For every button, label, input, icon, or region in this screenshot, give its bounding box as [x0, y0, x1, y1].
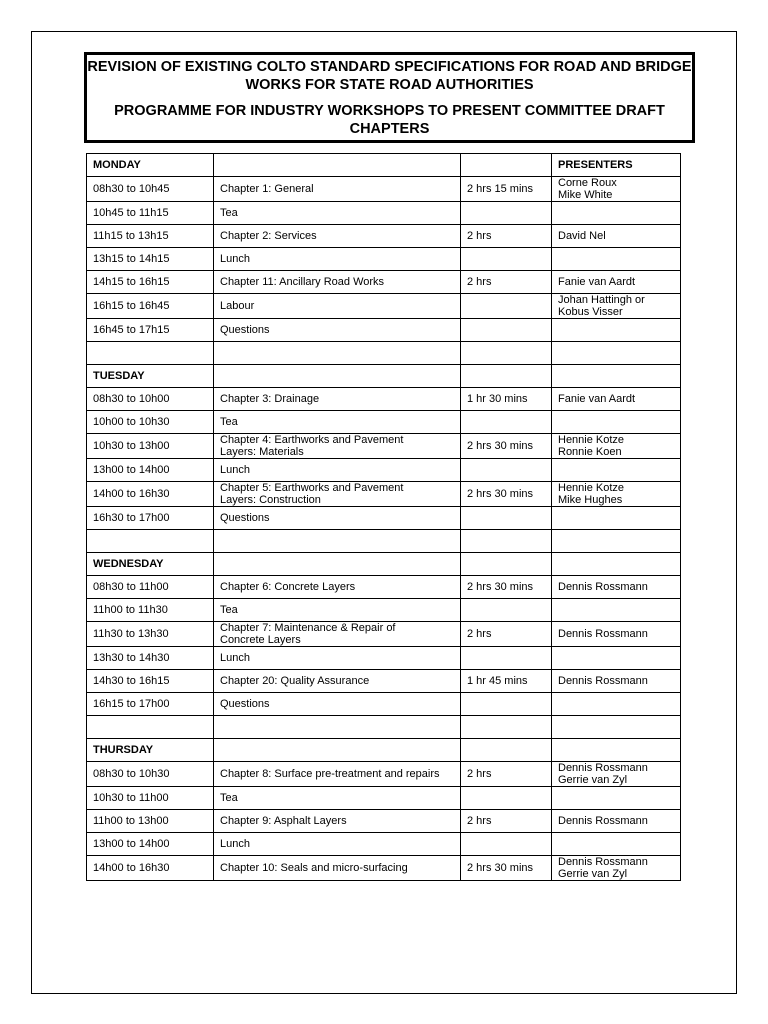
cell-time: 13h30 to 14h30 — [87, 647, 214, 670]
table-row — [87, 225, 681, 248]
cell-duration — [461, 693, 552, 716]
cell-duration: 2 hrs 30 mins — [461, 576, 552, 599]
cell-topic — [214, 342, 461, 365]
cell-time: 16h45 to 17h15 — [87, 319, 214, 342]
cell-presenters: Hennie Kotze Ronnie Koen — [552, 434, 681, 459]
spacer-row — [87, 716, 681, 739]
cell-duration — [461, 553, 552, 576]
cell-topic: Labour — [214, 294, 461, 319]
table-row — [87, 271, 681, 294]
cell-topic: Chapter 1: General — [214, 177, 461, 202]
cell-presenters — [552, 365, 681, 388]
table-row — [87, 202, 681, 225]
document-subtitle: PROGRAMME FOR INDUSTRY WORKSHOPS TO PRESENT COMMITTEE DRAFT CHAPTERS — [114, 103, 665, 137]
cell-time: 10h00 to 10h30 — [87, 411, 214, 434]
cell-duration — [461, 319, 552, 342]
cell-duration — [461, 647, 552, 670]
document-title: REVISION OF EXISTING COLTO STANDARD SPECIFICATIONS FOR ROAD AND BRIDGE WORKS FOR STATE ROAD AUTHORITIES — [87, 59, 692, 93]
cell-time: 16h30 to 17h00 — [87, 507, 214, 530]
cell-duration: 2 hrs — [461, 271, 552, 294]
cell-time: 11h00 to 13h00 — [87, 810, 214, 833]
cell-time: 08h30 to 11h00 — [87, 576, 214, 599]
table-row — [87, 411, 681, 434]
cell-duration — [461, 154, 552, 177]
cell-topic — [214, 716, 461, 739]
cell-time — [87, 716, 214, 739]
table-row — [87, 177, 681, 202]
title-box — [84, 52, 695, 143]
cell-time — [87, 530, 214, 553]
cell-presenters: PRESENTERS — [552, 154, 681, 177]
cell-duration — [461, 716, 552, 739]
table-row — [87, 434, 681, 459]
day-header-row — [87, 154, 681, 177]
cell-duration: 1 hr 45 mins — [461, 670, 552, 693]
cell-time: 10h45 to 11h15 — [87, 202, 214, 225]
cell-topic: Chapter 10: Seals and micro-surfacing — [214, 856, 461, 881]
cell-duration — [461, 599, 552, 622]
cell-presenters — [552, 202, 681, 225]
cell-time: 08h30 to 10h45 — [87, 177, 214, 202]
cell-topic — [214, 154, 461, 177]
table-row — [87, 482, 681, 507]
cell-topic: Lunch — [214, 459, 461, 482]
cell-duration — [461, 365, 552, 388]
cell-presenters: David Nel — [552, 225, 681, 248]
day-header-row — [87, 739, 681, 762]
cell-duration — [461, 459, 552, 482]
cell-topic: Lunch — [214, 248, 461, 271]
cell-duration — [461, 787, 552, 810]
cell-topic: Tea — [214, 202, 461, 225]
cell-topic: Chapter 3: Drainage — [214, 388, 461, 411]
cell-time: MONDAY — [87, 154, 214, 177]
cell-presenters — [552, 693, 681, 716]
table-row — [87, 670, 681, 693]
cell-presenters — [552, 553, 681, 576]
table-row — [87, 693, 681, 716]
cell-presenters: Hennie Kotze Mike Hughes — [552, 482, 681, 507]
cell-presenters — [552, 319, 681, 342]
day-header-row — [87, 365, 681, 388]
cell-duration — [461, 530, 552, 553]
schedule-table — [86, 153, 681, 881]
cell-presenters: Johan Hattingh or Kobus Visser — [552, 294, 681, 319]
cell-presenters — [552, 833, 681, 856]
cell-time: WEDNESDAY — [87, 553, 214, 576]
cell-topic: Tea — [214, 787, 461, 810]
cell-topic — [214, 530, 461, 553]
cell-presenters — [552, 530, 681, 553]
cell-time: 11h00 to 11h30 — [87, 599, 214, 622]
cell-presenters — [552, 787, 681, 810]
cell-topic: Chapter 20: Quality Assurance — [214, 670, 461, 693]
cell-topic: Questions — [214, 507, 461, 530]
cell-duration — [461, 739, 552, 762]
cell-duration: 2 hrs — [461, 762, 552, 787]
cell-time: 16h15 to 17h00 — [87, 693, 214, 716]
cell-time: 10h30 to 11h00 — [87, 787, 214, 810]
cell-presenters — [552, 411, 681, 434]
cell-presenters — [552, 459, 681, 482]
cell-duration — [461, 294, 552, 319]
cell-presenters — [552, 342, 681, 365]
table-row — [87, 248, 681, 271]
cell-topic: Chapter 6: Concrete Layers — [214, 576, 461, 599]
cell-duration: 2 hrs 30 mins — [461, 482, 552, 507]
table-row — [87, 810, 681, 833]
cell-topic: Chapter 8: Surface pre-treatment and repairs — [214, 762, 461, 787]
cell-duration: 2 hrs — [461, 810, 552, 833]
cell-presenters: Dennis Rossmann — [552, 576, 681, 599]
cell-duration — [461, 411, 552, 434]
cell-topic: Lunch — [214, 833, 461, 856]
table-row — [87, 294, 681, 319]
cell-time: 08h30 to 10h00 — [87, 388, 214, 411]
cell-time: 14h00 to 16h30 — [87, 482, 214, 507]
cell-topic — [214, 365, 461, 388]
cell-time: 13h15 to 14h15 — [87, 248, 214, 271]
cell-topic: Chapter 5: Earthworks and Pavement Layers: Construction — [214, 482, 461, 507]
cell-duration — [461, 202, 552, 225]
cell-presenters: Dennis Rossmann Gerrie van Zyl — [552, 856, 681, 881]
cell-presenters — [552, 739, 681, 762]
cell-presenters — [552, 716, 681, 739]
table-row — [87, 856, 681, 881]
cell-time: 14h30 to 16h15 — [87, 670, 214, 693]
cell-topic: Chapter 2: Services — [214, 225, 461, 248]
cell-duration: 2 hrs — [461, 225, 552, 248]
cell-presenters: Fanie van Aardt — [552, 271, 681, 294]
table-row — [87, 319, 681, 342]
cell-topic: Tea — [214, 411, 461, 434]
spacer-row — [87, 530, 681, 553]
cell-topic: Questions — [214, 319, 461, 342]
table-row — [87, 507, 681, 530]
table-row — [87, 833, 681, 856]
cell-duration — [461, 248, 552, 271]
cell-presenters — [552, 647, 681, 670]
cell-duration — [461, 342, 552, 365]
table-row — [87, 459, 681, 482]
cell-topic: Chapter 4: Earthworks and Pavement Layers: Materials — [214, 434, 461, 459]
cell-presenters — [552, 507, 681, 530]
cell-time: 14h15 to 16h15 — [87, 271, 214, 294]
cell-topic: Chapter 11: Ancillary Road Works — [214, 271, 461, 294]
cell-time: 10h30 to 13h00 — [87, 434, 214, 459]
table-row — [87, 599, 681, 622]
cell-presenters: Dennis Rossmann Gerrie van Zyl — [552, 762, 681, 787]
day-header-row — [87, 553, 681, 576]
cell-presenters: Corne Roux Mike White — [552, 177, 681, 202]
cell-time: 11h30 to 13h30 — [87, 622, 214, 647]
cell-presenters: Dennis Rossmann — [552, 670, 681, 693]
cell-time: 08h30 to 10h30 — [87, 762, 214, 787]
cell-presenters — [552, 248, 681, 271]
cell-presenters: Dennis Rossmann — [552, 810, 681, 833]
cell-presenters: Dennis Rossmann — [552, 622, 681, 647]
table-row — [87, 787, 681, 810]
cell-duration: 2 hrs 15 mins — [461, 177, 552, 202]
cell-topic: Chapter 7: Maintenance & Repair of Concrete Layers — [214, 622, 461, 647]
schedule-body — [87, 154, 681, 881]
cell-time: 13h00 to 14h00 — [87, 833, 214, 856]
cell-topic — [214, 739, 461, 762]
cell-time: 13h00 to 14h00 — [87, 459, 214, 482]
cell-time — [87, 342, 214, 365]
cell-time: 11h15 to 13h15 — [87, 225, 214, 248]
cell-time: 16h15 to 16h45 — [87, 294, 214, 319]
table-row — [87, 388, 681, 411]
cell-topic: Chapter 9: Asphalt Layers — [214, 810, 461, 833]
cell-duration: 2 hrs — [461, 622, 552, 647]
cell-duration: 2 hrs 30 mins — [461, 434, 552, 459]
cell-topic: Lunch — [214, 647, 461, 670]
table-row — [87, 622, 681, 647]
spacer-row — [87, 342, 681, 365]
cell-time: TUESDAY — [87, 365, 214, 388]
cell-duration — [461, 833, 552, 856]
cell-duration — [461, 507, 552, 530]
cell-duration: 1 hr 30 mins — [461, 388, 552, 411]
table-row — [87, 647, 681, 670]
table-row — [87, 576, 681, 599]
cell-topic: Tea — [214, 599, 461, 622]
cell-presenters: Fanie van Aardt — [552, 388, 681, 411]
cell-time: THURSDAY — [87, 739, 214, 762]
cell-time: 14h00 to 16h30 — [87, 856, 214, 881]
table-row — [87, 762, 681, 787]
cell-duration: 2 hrs 30 mins — [461, 856, 552, 881]
cell-topic: Questions — [214, 693, 461, 716]
cell-presenters — [552, 599, 681, 622]
cell-topic — [214, 553, 461, 576]
